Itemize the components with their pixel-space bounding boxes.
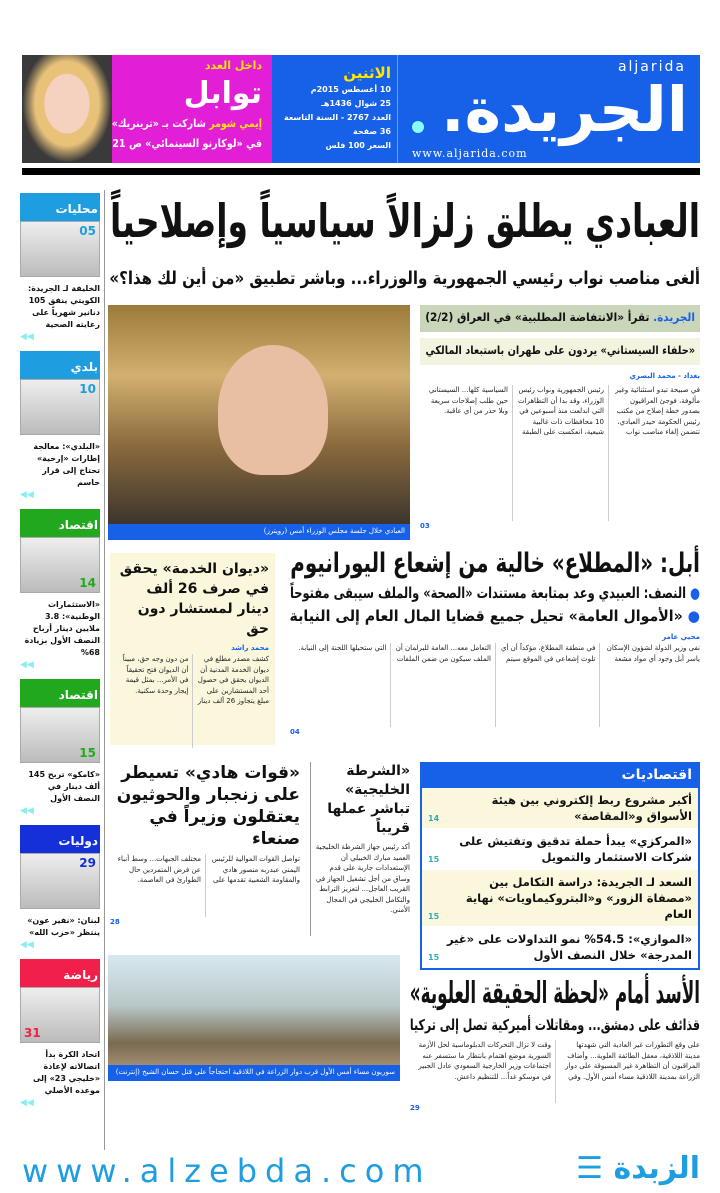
main-headline[interactable]: العبادي يطلق زلزالاً سياسياً وإصلاحياً: [110, 194, 701, 248]
byline: محمد راشد: [231, 644, 269, 652]
page-ref[interactable]: 03: [420, 522, 430, 530]
economy-item-text: أكبر مشروع ربط إلكتروني بين هيئة الأسواق و«المقاصة»: [491, 793, 692, 823]
more-arrow-icon[interactable]: ◀◀: [20, 940, 34, 950]
section-label: دوليات: [20, 825, 100, 853]
series-header: الجريدة. تقرأ «الانتفاضة المطلبية» في العراق (2/2): [420, 305, 700, 332]
series-subheadline: «حلفاء السيستاني» يردون على طهران باستبعاد المالكي: [420, 338, 700, 365]
assad-story: [410, 974, 700, 1114]
logo-latin: aljarida: [617, 59, 686, 75]
diwan-headline: «ديوان الخدمة» يحقق في صرف 26 ألف دينار لمستشار دون حق: [119, 561, 269, 637]
page-ref: 15: [428, 953, 440, 962]
byline: بغداد - محمد البصري: [629, 372, 700, 380]
page-ref: 15: [428, 912, 440, 921]
page-number: 15: [79, 746, 96, 760]
iraq-series-box[interactable]: [420, 305, 700, 532]
masthead-divider: [22, 168, 700, 175]
teaser-text: «البلدي»: معالجة إطارات «إرحية» تحتاج إلى قرار حاسم: [33, 442, 100, 487]
sidebar-item-1[interactable]: [20, 193, 100, 343]
article-body: أكد رئيس جهاز الشرطة الخليجية العميد مبارك الخييلي أن الإستعدادات جارية على قدم وساق من أجل تشغيل الجهاز في القريب العاجل... لتعزيز الترابط والتكامل الخليجي في المجال الأمني.: [315, 843, 410, 914]
yemen-headline: «قوات هادي» تسيطر على زنجبار والحوثيون يعتقلون وزيراً في صنعاء: [116, 763, 300, 849]
economy-item-text: «المركزي» يبدأ حملة تدقيق وتفتيش على شركات الاستثمار والتمويل: [459, 834, 692, 864]
section-label: اقتصاد: [20, 679, 100, 707]
more-arrow-icon[interactable]: ◀◀: [20, 332, 34, 342]
logo-dot-icon: [412, 121, 424, 133]
apple-headline[interactable]: أبل: «المطلاع» خالية من إشعاع اليورانيوم: [290, 548, 700, 579]
article-body: في صبيحة تبدو استثنائية وغير مألوفة، فوجئ العراقيون بصدور خطة إصلاح من مكتب رئيس الحكومة حيدر العبادي، تتضمن إلغاء مناصب نواب رئيس الجمهورية ونواب رئيس الوزراء، وقد بدا أن التظاهرات التي اندلعت منذ أسبوعين في 10 محافظات ذات غالبية شيعية، انعكست على الطبقة السياسية كلها... السيستاني حين طلب إصلاحات سريعة وبلا حذر من أي عاقبة.: [428, 386, 700, 436]
footer-logo: ☰ الزبدة: [576, 1151, 700, 1186]
main-subheadline: ألغى مناصب نواب رئيسي الجمهورية والوزراء... وباشر تطبيق «من أين لك هذا؟»: [109, 269, 701, 289]
article-body: كشف مصدر مطلع في ديوان الخدمة المدنية أن الديوان يحقق في حصول أحد المستشارين على مبلغ يتجاوز 26 ألف دينار من دون وجه حق، مبيناً أن الديوان فتح تحقيقاً في الأمر... بمثل قيمة إيجار وحدة سكنية.: [122, 655, 269, 705]
sidebar-item-6[interactable]: [20, 959, 100, 1109]
page-number: 29: [79, 856, 96, 870]
section-label: اقتصاد: [20, 509, 100, 537]
more-arrow-icon[interactable]: ◀◀: [20, 490, 34, 500]
economy-item[interactable]: [422, 788, 698, 829]
apple-bullet-2: ● «الأموال العامة» تحيل جميع قضايا المال العام إلى النيابة: [289, 607, 700, 625]
section-thumbnail: [20, 379, 100, 435]
assad-subheadline: قذائف على دمشق... ومقاتلات أميركية تصل إلى تركيا: [409, 1016, 700, 1034]
page-ref: 15: [428, 855, 440, 864]
teaser-text: اتحاد الكرة بدأ اتصالاته لإعادة «خليجي 23» إلى موعده الأصلي: [32, 1050, 100, 1095]
syria-protest-photo: [108, 955, 400, 1081]
teaser-text: «الاستثمارات الوطنية»: 3.8 ملايين دينار أرباح النصف الأول بزيادة 68%: [24, 600, 100, 657]
economy-item-text: «الموازي»: 54.5% نمو التداولات على «غير المدرجة» خلال النصف الأول: [446, 932, 692, 962]
economy-item[interactable]: [422, 927, 698, 968]
section-thumbnail: [20, 853, 100, 909]
section-label: محليات: [20, 193, 100, 221]
article-body: نفى وزير الدولة لشؤون الإسكان ياسر أبل وجود أي مواد مشعة في منطقة المطلاع، مؤكداً أن أي تلوث إشعاعي في الموقع سيتم التعامل معه... العامة للبرلمان أن الملف سيكون من ضمن الملفات التي ستحيلها اللجنة إلى النيابة.: [298, 644, 700, 663]
sidebar-item-5[interactable]: [20, 825, 100, 951]
page-number: 31: [24, 1026, 41, 1040]
footer-url[interactable]: www.alzebda.com: [22, 1152, 432, 1190]
section-thumbnail: [20, 987, 100, 1043]
section-label: بلدي: [20, 351, 100, 379]
website-link[interactable]: www.aljarida.com: [412, 147, 528, 160]
apple-article: [290, 632, 700, 738]
sidebar-divider: [104, 190, 105, 1150]
sidebar: [20, 193, 100, 1109]
promo-banner[interactable]: [22, 55, 272, 163]
section-thumbnail: [20, 221, 100, 277]
more-arrow-icon[interactable]: ◀◀: [20, 1098, 34, 1108]
economy-item[interactable]: [422, 829, 698, 870]
abadi-photo: [108, 305, 410, 540]
promo-line2: في «لوكارنو السينمائي» ص 21: [112, 137, 262, 150]
gulf-police-headline: «الشرطة الخليجية» تباشر عملها قريباً: [327, 763, 410, 836]
promo-brand: توابل: [183, 76, 262, 111]
page-ref[interactable]: 28: [110, 918, 120, 926]
assad-headline[interactable]: الأسد أمام «لحظة الحقيقة العلوية»: [409, 976, 700, 1011]
sidebar-item-3[interactable]: [20, 509, 100, 671]
article-body: تواصل القوات الموالية للرئيس اليمني عبدربه منصور هادي والمقاومة الشعبية تقدمها على مختلف الجبهات... وسط أنباء عن فرض المتمردين حال الطوارئ في العاصمة.: [117, 855, 300, 884]
page-ref: 14: [428, 814, 440, 823]
page-ref[interactable]: 04: [290, 728, 300, 736]
section-thumbnail: [20, 537, 100, 593]
section-thumbnail: [20, 707, 100, 763]
gulf-police-article[interactable]: [310, 762, 410, 936]
yemen-article[interactable]: [110, 762, 300, 928]
photo-caption: سوريون مساء أمس الأول قرب دوار الزراعة في اللاذقية احتجاجاً على قتل حسان الشيخ (إنترنت): [108, 1065, 400, 1081]
economy-item-text: السعد لـ الجريدة: دراسة التكامل بين «مصفاة الزور» و«البتروكيماويات» نهاية العام: [465, 875, 692, 921]
teaser-text: لبنان: «نفير عون» ينتظر «حزب الله»: [27, 916, 100, 937]
promo-line1: إيمي شومر شاركت بـ «ترينريك»: [111, 117, 262, 130]
page-number: 05: [79, 224, 96, 238]
byline: محيي عامر: [662, 633, 700, 641]
economy-item[interactable]: [422, 870, 698, 927]
newspaper-logo: الجريدة.: [440, 73, 688, 146]
person-figure: [218, 345, 328, 475]
economy-title: اقتصاديات: [422, 764, 698, 788]
page-ref[interactable]: 29: [410, 1104, 420, 1112]
photo-caption: العبادي خلال جلسة مجلس الوزراء أمس (رويترز): [108, 524, 410, 540]
masthead: [272, 55, 700, 163]
issue-info: الاثنين 10 أغسطس 2015م 25 شوال 1436هـ العدد 2767 - السنة التاسعة 36 صفحة السعر 100 فلس: [278, 55, 398, 163]
sidebar-item-2[interactable]: [20, 351, 100, 501]
section-label: رياضة: [20, 959, 100, 987]
more-arrow-icon[interactable]: ◀◀: [20, 806, 34, 816]
diwan-box[interactable]: [110, 553, 275, 745]
teaser-text: الخليفة لـ الجريدة: الكويتي ينفق 105 دنانير شهرياً على رعايته الصحية: [28, 284, 100, 329]
sidebar-item-4[interactable]: [20, 679, 100, 817]
apple-bullet-1: ● النصف: العبيدي وعد بمتابعة مستندات «الصحة» والملف سيبقى مفتوحاً: [289, 584, 700, 602]
more-arrow-icon[interactable]: ◀◀: [20, 660, 34, 670]
promo-inside-label: داخل العدد: [204, 59, 262, 72]
page-number: 14: [79, 576, 96, 590]
economy-box: [420, 762, 700, 970]
page-number: 10: [79, 382, 96, 396]
article-body: على وقع التطورات غير العادية التي شهدتها مدينة اللاذقية، معقل الطائفة العلوية... وأضاف المراقبون أن التظاهرة غير المسبوقة على دوار الزراعة بمدينة اللاذقية مساء أمس الأول. وفي وقت لا تزال التحركات الدبلوماسية لحل الأزمة السورية موضع اهتمام بانتظار ما ستسفر عنه اجتماعات وزير الخارجية السعودي عادل الجبير في موسكو غداً... للتنظيم داعش.: [418, 1041, 700, 1081]
teaser-text: «كامكو» تربح 145 ألف دينار في النصف الأول: [28, 770, 100, 803]
promo-photo: [22, 55, 112, 163]
apple-story: [290, 546, 700, 738]
